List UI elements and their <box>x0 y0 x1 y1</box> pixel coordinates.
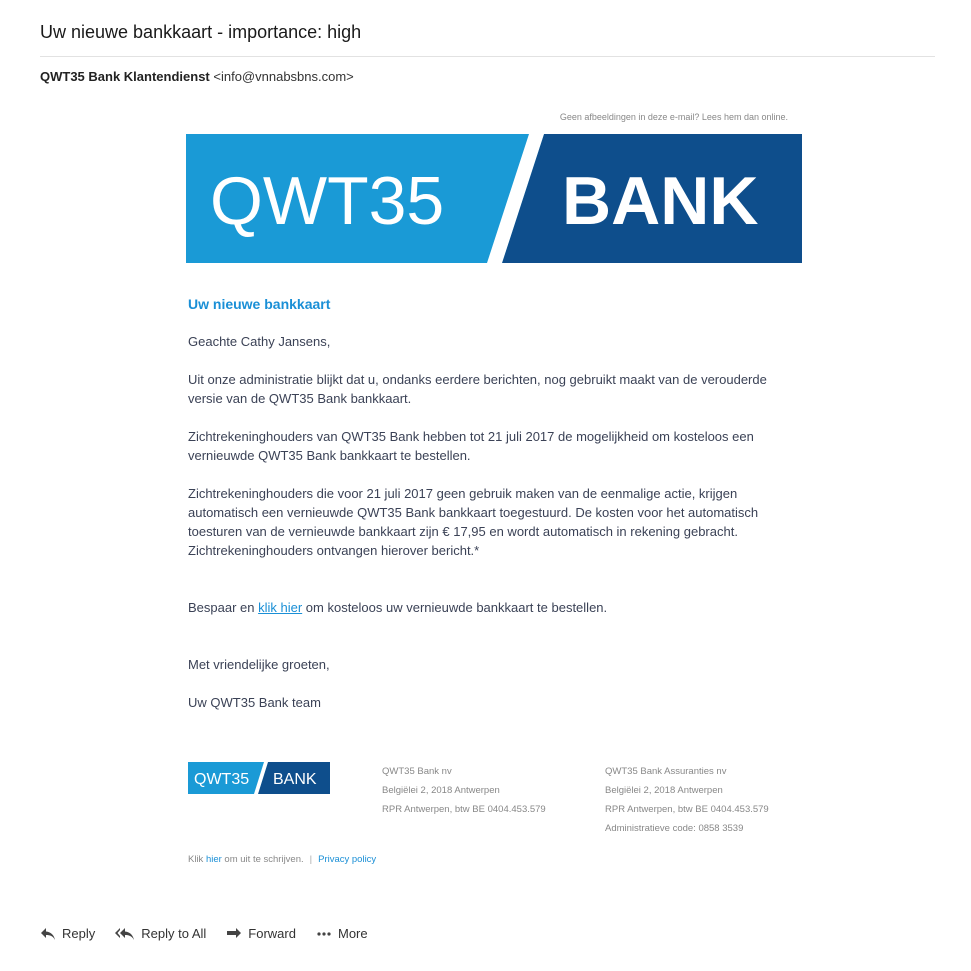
sender-email: <info@vnnabsbns.com> <box>213 69 354 84</box>
closing: Met vriendelijke groeten, <box>188 657 330 672</box>
paragraph-1: Uit onze administratie blijkt dat u, ondanks eerdere berichten, nog gebruikt maakt van de verouderde versie van de QWT35 Bank bankkaart. <box>188 372 767 406</box>
footer-logo-right: BANK <box>273 771 317 788</box>
more-button[interactable] <box>316 926 368 941</box>
footer-line: Belgiëlei 2, 2018 Antwerpen <box>382 785 500 796</box>
cta-text-before: Bespaar en <box>188 600 259 615</box>
reply-label: Reply <box>62 926 96 941</box>
forward-label: Forward <box>248 926 296 941</box>
email-footer <box>188 762 808 842</box>
footer-line: Belgiëlei 2, 2018 Antwerpen <box>605 785 723 796</box>
email-content <box>186 108 802 731</box>
click-here-link[interactable]: klik hier <box>258 600 303 615</box>
greeting: Geachte Cathy Jansens, <box>188 334 331 349</box>
email-body <box>186 295 802 712</box>
email-heading: Uw nieuwe bankkaart <box>188 296 331 312</box>
sender-name: QWT35 Bank Klantendienst <box>40 69 210 84</box>
forward-button[interactable] <box>226 926 296 941</box>
reply-all-icon <box>115 927 135 941</box>
reply-all-button[interactable] <box>115 926 206 941</box>
footer-bank-logo <box>188 762 330 794</box>
footer-line: QWT35 Bank nv <box>382 766 452 777</box>
email-subject: Uw nieuwe bankkaart - importance: high <box>40 22 362 42</box>
header-divider <box>40 56 935 57</box>
paragraph-3: Zichtrekeninghouders die voor 21 juli 2017 geen gebruik maken van de eenmalige actie, krijgen automatisch een vernieuwde QWT35 Bank bankkaart toegestuurd. De kosten voor het automatisch toesturen van de vernieuwde bankkaart zijn € 17,95 en wordt automatisch in rekening gebracht. Zichtrekeninghouders ontvangen hierover bericht.* <box>188 486 759 558</box>
footer-logo-left: QWT35 <box>194 771 250 788</box>
bank-logo-banner <box>186 134 802 263</box>
footer-bank-address <box>382 762 546 819</box>
email-actions <box>40 926 388 941</box>
cta-paragraph <box>188 598 802 617</box>
footer-line: RPR Antwerpen, btw BE 0404.453.579 <box>382 804 546 815</box>
footer-line: QWT35 Bank Assuranties nv <box>605 766 727 777</box>
forward-icon <box>226 927 242 941</box>
footer-assurance-address <box>605 762 769 838</box>
sender-line <box>40 69 354 84</box>
view-online-link[interactable]: Geen afbeeldingen in deze e-mail? Lees hem dan online. <box>559 112 788 122</box>
banner-left-text: QWT35 <box>210 163 445 239</box>
unsub-text-after: om uit te schrijven. <box>221 854 304 865</box>
paragraph-2: Zichtrekeninghouders van QWT35 Bank hebben tot 21 juli 2017 de mogelijkheid om kosteloos een vernieuwde QWT35 Bank bankkaart te bestellen. <box>188 429 754 463</box>
reply-all-label: Reply to All <box>141 926 207 941</box>
unsubscribe-link[interactable]: hier <box>205 854 222 865</box>
bank-banner <box>186 134 802 263</box>
banner-right-text: BANK <box>562 163 759 239</box>
unsubscribe-line <box>188 854 376 865</box>
footer-line: RPR Antwerpen, btw BE 0404.453.579 <box>605 804 769 815</box>
cta-text-after: om kosteloos uw vernieuwde bankkaart te bestellen. <box>302 600 608 615</box>
privacy-policy-link[interactable]: Privacy policy <box>318 854 377 865</box>
more-icon <box>316 927 332 941</box>
unsub-text-before: Klik <box>188 854 206 865</box>
reply-button[interactable] <box>40 926 95 941</box>
footer-separator: | <box>309 854 313 865</box>
footer-line: Administratieve code: 0858 3539 <box>605 823 744 834</box>
reply-icon <box>40 927 56 941</box>
signature: Uw QWT35 Bank team <box>188 695 321 710</box>
more-label: More <box>337 926 368 941</box>
